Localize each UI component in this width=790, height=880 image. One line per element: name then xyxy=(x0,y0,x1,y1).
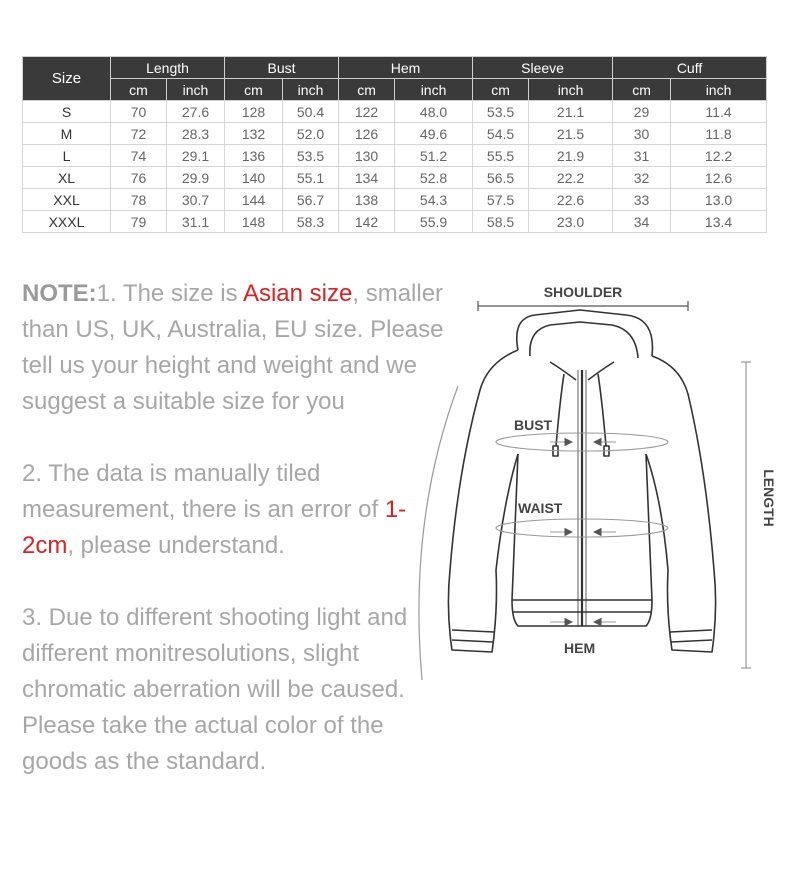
table-row xyxy=(23,211,767,233)
measurement-cell: 58.3 xyxy=(283,211,339,233)
measurement-cell: 132 xyxy=(225,123,283,145)
measurement-cell: 21.5 xyxy=(529,123,613,145)
measurement-cell: 48.0 xyxy=(395,101,473,123)
note-p2-text-b: , please understand. xyxy=(67,532,285,559)
shoulder-measure-line xyxy=(478,301,688,311)
hoodie-outline xyxy=(448,310,715,652)
size-column-header: Size xyxy=(23,57,111,101)
measurement-cell: 144 xyxy=(225,189,283,211)
measurement-cell: 34 xyxy=(613,211,671,233)
unit-header: cm xyxy=(613,79,671,101)
unit-header: cm xyxy=(339,79,395,101)
unit-header: inch xyxy=(671,79,767,101)
shoulder-label: SHOULDER xyxy=(543,284,623,300)
measurement-cell: 57.5 xyxy=(473,189,529,211)
bust-label: BUST xyxy=(514,417,553,433)
note-p2-text-a: 2. The data is manually tiled measurement, there is an error of xyxy=(22,460,385,523)
measurement-cell: 138 xyxy=(339,189,395,211)
measurement-cell: 12.2 xyxy=(671,145,767,167)
size-cell: XXXL xyxy=(23,211,111,233)
measurement-diagram xyxy=(400,270,790,690)
unit-header: cm xyxy=(111,79,167,101)
length-measure-line xyxy=(741,362,751,668)
waist-label: WAIST xyxy=(518,500,563,516)
size-chart-body xyxy=(23,101,767,233)
note-p2-highlight: 1-2cm xyxy=(22,496,407,559)
note-prefix: NOTE: xyxy=(22,280,97,307)
size-note xyxy=(22,276,452,816)
measurement-cell: 54.5 xyxy=(473,123,529,145)
measurement-cell: 33 xyxy=(613,189,671,211)
unit-header: inch xyxy=(167,79,225,101)
table-row xyxy=(23,189,767,211)
measurement-cell: 122 xyxy=(339,101,395,123)
note-p1-highlight: Asian size xyxy=(242,280,353,307)
unit-header: cm xyxy=(225,79,283,101)
size-chart-table xyxy=(22,56,767,233)
measurement-cell: 49.6 xyxy=(395,123,473,145)
measurement-cell: 53.5 xyxy=(283,145,339,167)
table-unit-header-row xyxy=(23,79,767,101)
measurement-cell: 74 xyxy=(111,145,167,167)
measurement-cell: 52.0 xyxy=(283,123,339,145)
sleeve-measure-arc xyxy=(419,386,458,680)
measurement-cell: 21.1 xyxy=(529,101,613,123)
size-cell: L xyxy=(23,145,111,167)
hoodie-illustration xyxy=(400,270,790,690)
hem-label: HEM xyxy=(564,640,596,656)
measurement-cell: 58.5 xyxy=(473,211,529,233)
group-header-hem: Hem xyxy=(339,57,473,79)
measurement-cell: 55.9 xyxy=(395,211,473,233)
measurement-cell: 70 xyxy=(111,101,167,123)
length-label: LENGTH xyxy=(761,469,777,527)
measurement-cell: 136 xyxy=(225,145,283,167)
measurement-cell: 128 xyxy=(225,101,283,123)
measurement-cell: 11.4 xyxy=(671,101,767,123)
measurement-cell: 55.5 xyxy=(473,145,529,167)
note-paragraph-2 xyxy=(22,456,452,564)
measurement-cell: 79 xyxy=(111,211,167,233)
table-row xyxy=(23,101,767,123)
note-p1-text-b: , smaller than US, UK, Australia, EU size. Please tell us your height and weight and we suggest a suitable size for you xyxy=(22,280,444,415)
measurement-cell: 32 xyxy=(613,167,671,189)
measurement-cell: 54.3 xyxy=(395,189,473,211)
table-group-header-row xyxy=(23,57,767,79)
measurement-cell: 130 xyxy=(339,145,395,167)
measurement-cell: 13.4 xyxy=(671,211,767,233)
measurement-cell: 31 xyxy=(613,145,671,167)
size-cell: XL xyxy=(23,167,111,189)
size-cell: S xyxy=(23,101,111,123)
table-row xyxy=(23,123,767,145)
measurement-cell: 142 xyxy=(339,211,395,233)
measurement-cell: 148 xyxy=(225,211,283,233)
measurement-cell: 76 xyxy=(111,167,167,189)
size-cell: XXL xyxy=(23,189,111,211)
measurement-cell: 31.1 xyxy=(167,211,225,233)
size-cell: M xyxy=(23,123,111,145)
measurement-cell: 56.7 xyxy=(283,189,339,211)
group-header-length: Length xyxy=(111,57,225,79)
measurement-cell: 50.4 xyxy=(283,101,339,123)
measurement-cell: 29 xyxy=(613,101,671,123)
note-p1-text-a: 1. The size is xyxy=(96,280,243,307)
measurement-cell: 27.6 xyxy=(167,101,225,123)
measurement-cell: 12.6 xyxy=(671,167,767,189)
unit-header: inch xyxy=(283,79,339,101)
measurement-cell: 30 xyxy=(613,123,671,145)
measurement-cell: 134 xyxy=(339,167,395,189)
measurement-cell: 72 xyxy=(111,123,167,145)
measurement-cell: 55.1 xyxy=(283,167,339,189)
table-row xyxy=(23,145,767,167)
measurement-cell: 22.2 xyxy=(529,167,613,189)
note-paragraph-1 xyxy=(22,276,452,420)
table-row xyxy=(23,167,767,189)
measurement-cell: 22.6 xyxy=(529,189,613,211)
measurement-cell: 13.0 xyxy=(671,189,767,211)
measurement-cell: 23.0 xyxy=(529,211,613,233)
group-header-cuff: Cuff xyxy=(613,57,767,79)
measurement-cell: 11.8 xyxy=(671,123,767,145)
group-header-sleeve: Sleeve xyxy=(473,57,613,79)
measurement-cell: 78 xyxy=(111,189,167,211)
unit-header: inch xyxy=(529,79,613,101)
measurement-cell: 126 xyxy=(339,123,395,145)
measurement-cell: 53.5 xyxy=(473,101,529,123)
measurement-cell: 29.9 xyxy=(167,167,225,189)
measurement-cell: 28.3 xyxy=(167,123,225,145)
sleeve-label xyxy=(400,470,401,525)
group-header-bust: Bust xyxy=(225,57,339,79)
measurement-cell: 56.5 xyxy=(473,167,529,189)
measurement-cell: 29.1 xyxy=(167,145,225,167)
measurement-cell: 140 xyxy=(225,167,283,189)
measurement-cell: 21.9 xyxy=(529,145,613,167)
measurement-cell: 52.8 xyxy=(395,167,473,189)
unit-header: inch xyxy=(395,79,473,101)
unit-header: cm xyxy=(473,79,529,101)
note-paragraph-3: 3. Due to different shooting light and different monitresolutions, slight chromatic aberration will be caused. Please take the actual color of the goods as the standard. xyxy=(22,604,408,775)
measurement-cell: 30.7 xyxy=(167,189,225,211)
measurement-cell: 51.2 xyxy=(395,145,473,167)
